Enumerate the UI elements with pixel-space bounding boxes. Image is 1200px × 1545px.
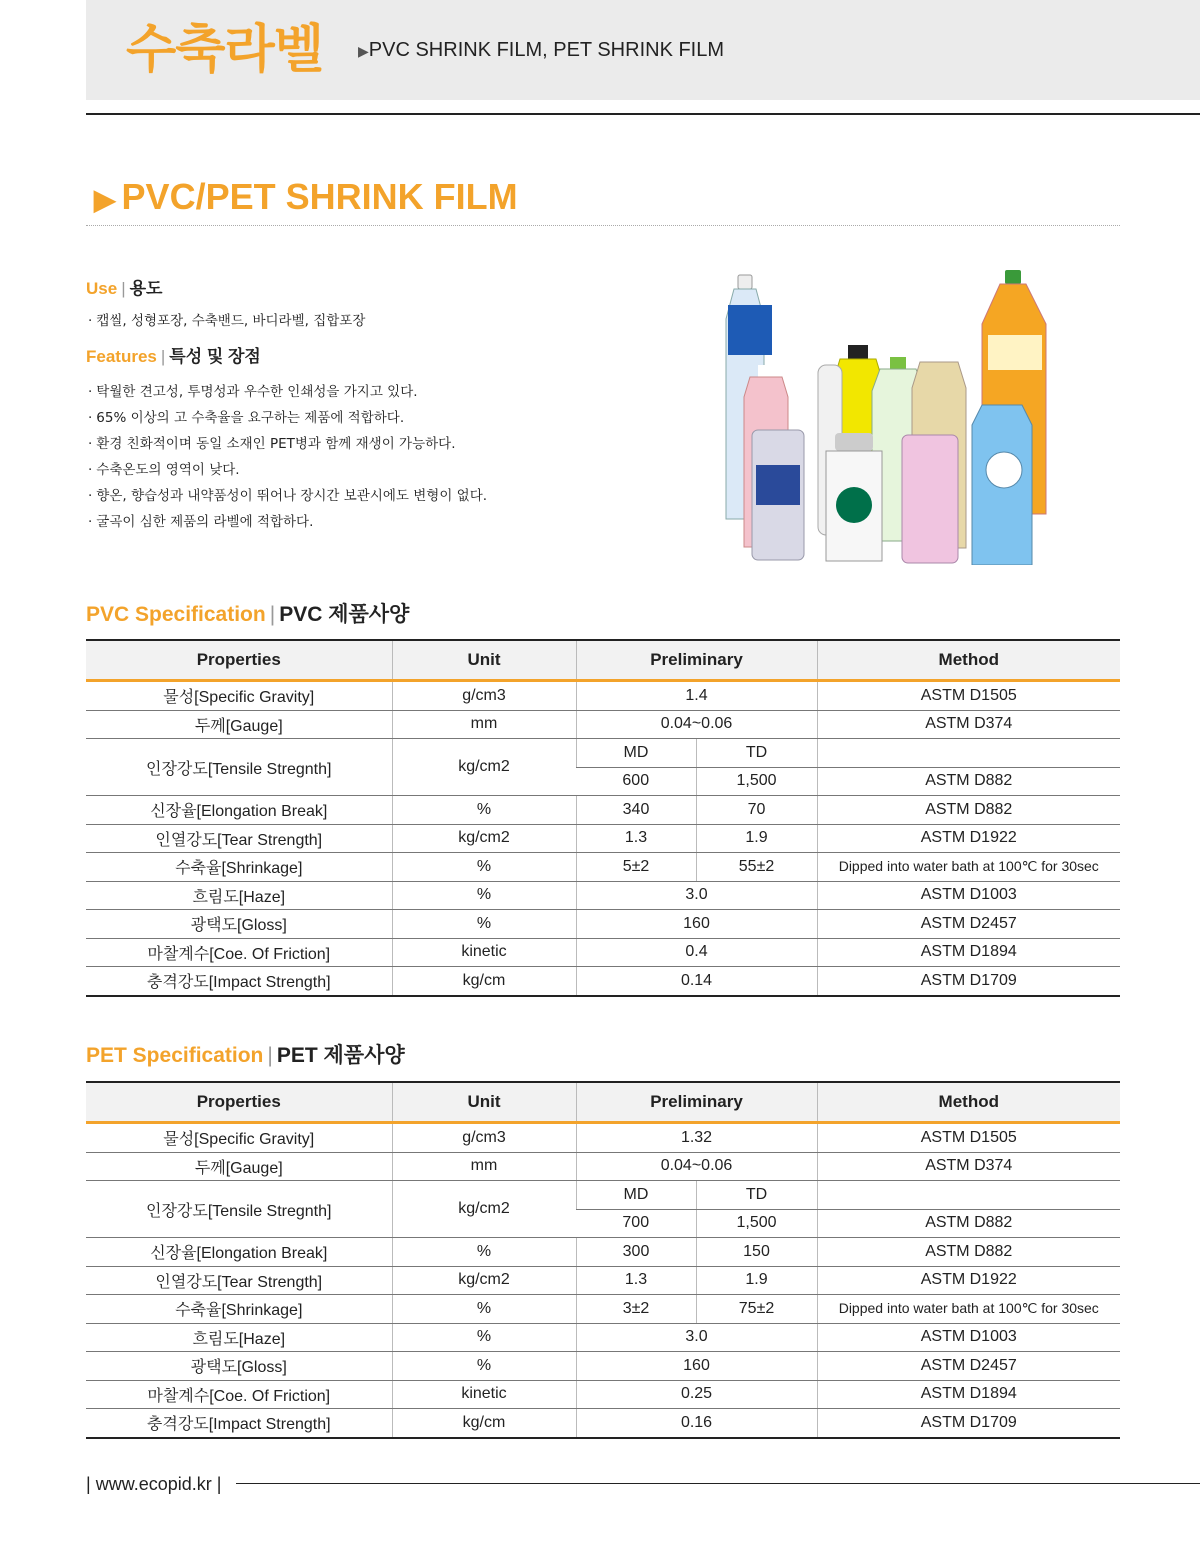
cell-unit: % (392, 1238, 576, 1267)
cell-md: 340 (576, 796, 696, 825)
triangle-bullet-icon: ▶ (94, 184, 116, 215)
cell-property: 수축율[Shrinkage] (86, 1295, 392, 1324)
header-divider (86, 113, 1200, 115)
table-row (86, 938, 1120, 967)
table-row (86, 1295, 1120, 1324)
page-subtitle (358, 36, 724, 65)
cell-method: ASTM D374 (817, 1152, 1120, 1181)
cell-md: 700 (576, 1209, 696, 1238)
cell-method: ASTM D882 (817, 767, 1120, 796)
page-subtitle-text: PVC SHRINK FILM, PET SHRINK FILM (368, 39, 725, 61)
pet-spec-table (86, 1081, 1120, 1439)
cell-unit: kg/cm2 (392, 739, 576, 796)
table-row (86, 1181, 1120, 1210)
cell-property: 신장율[Elongation Break] (86, 796, 392, 825)
cell-value: 3.0 (576, 1323, 817, 1352)
cell-md: 600 (576, 767, 696, 796)
triangle-bullet-icon: ▶ (358, 43, 369, 59)
table-row (86, 1323, 1120, 1352)
cell-property: 흐림도[Haze] (86, 881, 392, 910)
table-row (86, 1123, 1120, 1153)
cell-property: 두께[Gauge] (86, 1152, 392, 1181)
table-header-row (86, 640, 1120, 681)
cell-method: ASTM D1709 (817, 1409, 1120, 1438)
cell-property: 인장강도[Tensile Stregnth] (86, 739, 392, 796)
cell-property: 물성[Specific Gravity] (86, 1123, 392, 1153)
features-label (86, 345, 261, 369)
cell-unit: % (392, 853, 576, 882)
cell-unit: % (392, 1352, 576, 1381)
cell-value: 0.04~0.06 (576, 1152, 817, 1181)
use-label (86, 277, 162, 301)
cell-td: 1.9 (696, 1266, 817, 1295)
pvc-spec-title (86, 600, 409, 630)
cell-method: ASTM D1003 (817, 1323, 1120, 1352)
cell-method: ASTM D1894 (817, 1380, 1120, 1409)
table-row (86, 796, 1120, 825)
features-list (88, 379, 487, 535)
cell-method: ASTM D882 (817, 1238, 1120, 1267)
cell-method: ASTM D1922 (817, 1266, 1120, 1295)
use-label-ko: 용도 (129, 279, 163, 298)
cell-unit: kg/cm2 (392, 824, 576, 853)
col-header-method: Method (817, 640, 1120, 681)
cell-value: 3.0 (576, 881, 817, 910)
cell-md: 300 (576, 1238, 696, 1267)
col-header-unit: Unit (392, 1082, 576, 1123)
cell-method: ASTM D1003 (817, 881, 1120, 910)
cell-method-empty (817, 739, 1120, 768)
cell-method: Dipped into water bath at 100℃ for 30sec (817, 853, 1120, 882)
label-separator: | (269, 603, 276, 626)
table-row (86, 967, 1120, 996)
cell-value: 0.14 (576, 967, 817, 996)
table-row (86, 681, 1120, 711)
col-header-properties: Properties (86, 1082, 392, 1123)
cell-method: Dipped into water bath at 100℃ for 30sec (817, 1295, 1120, 1324)
footer (86, 1472, 221, 1496)
section-title (94, 172, 518, 225)
section-divider (86, 225, 1120, 226)
cell-method: ASTM D374 (817, 710, 1120, 739)
cell-md-label: MD (576, 1181, 696, 1210)
col-header-method: Method (817, 1082, 1120, 1123)
cell-value: 160 (576, 910, 817, 939)
cell-value: 0.4 (576, 938, 817, 967)
cell-property: 충격강도[Impact Strength] (86, 967, 392, 996)
cell-unit: kinetic (392, 938, 576, 967)
cell-method: ASTM D2457 (817, 1352, 1120, 1381)
cell-value: 160 (576, 1352, 817, 1381)
cell-unit: % (392, 1295, 576, 1324)
cell-property: 인열강도[Tear Strength] (86, 1266, 392, 1295)
table-row (86, 910, 1120, 939)
cell-property: 신장율[Elongation Break] (86, 1238, 392, 1267)
table-row (86, 739, 1120, 768)
table-row (86, 1238, 1120, 1267)
cell-value: 1.4 (576, 681, 817, 711)
cell-td: 55±2 (696, 853, 817, 882)
footer-divider (236, 1483, 1200, 1484)
cell-method: ASTM D1709 (817, 967, 1120, 996)
cell-td-label: TD (696, 1181, 817, 1210)
table-row (86, 853, 1120, 882)
page-title: 수축라벨 (126, 20, 323, 80)
cell-value: 1.32 (576, 1123, 817, 1153)
features-label-ko: 특성 및 장점 (169, 347, 261, 366)
cell-unit: kg/cm (392, 1409, 576, 1438)
table-header-row (86, 1082, 1120, 1123)
table-row (86, 1409, 1120, 1438)
cell-unit: % (392, 881, 576, 910)
cell-md-label: MD (576, 739, 696, 768)
cell-value: 0.04~0.06 (576, 710, 817, 739)
cell-unit: kg/cm (392, 967, 576, 996)
table-row (86, 1352, 1120, 1381)
cell-method: ASTM D1505 (817, 681, 1120, 711)
cell-td-label: TD (696, 739, 817, 768)
list-item: · 수축온도의 영역이 낮다. (88, 457, 487, 483)
cell-method: ASTM D1894 (817, 938, 1120, 967)
use-list (88, 308, 365, 334)
list-item: · 탁월한 견고성, 투명성과 우수한 인쇄성을 가지고 있다. (88, 379, 487, 405)
cell-unit: % (392, 910, 576, 939)
cell-td: 1,500 (696, 1209, 817, 1238)
cell-property: 광택도[Gloss] (86, 910, 392, 939)
cell-property: 충격강도[Impact Strength] (86, 1409, 392, 1438)
cell-method: ASTM D1505 (817, 1123, 1120, 1153)
col-header-unit: Unit (392, 640, 576, 681)
cell-method: ASTM D1922 (817, 824, 1120, 853)
product-bottles-image (720, 265, 1060, 565)
pvc-spec-table (86, 639, 1120, 997)
cell-property: 마찰계수[Coe. Of Friction] (86, 938, 392, 967)
list-item: · 환경 친화적이며 동일 소재인 PET병과 함께 재생이 가능하다. (88, 431, 487, 457)
cell-unit: kg/cm2 (392, 1266, 576, 1295)
cell-md: 5±2 (576, 853, 696, 882)
cell-td: 70 (696, 796, 817, 825)
cell-unit: % (392, 796, 576, 825)
cell-property: 흐림도[Haze] (86, 1323, 392, 1352)
label-separator: | (267, 1044, 273, 1067)
list-item: · 캡씰, 성형포장, 수축밴드, 바디라벨, 집합포장 (88, 308, 365, 334)
footer-bar: | (86, 1474, 91, 1494)
cell-property: 두께[Gauge] (86, 710, 392, 739)
cell-property: 광택도[Gloss] (86, 1352, 392, 1381)
col-header-properties: Properties (86, 640, 392, 681)
cell-td: 1.9 (696, 824, 817, 853)
pvc-spec-title-ko: PVC 제품사양 (279, 603, 410, 626)
cell-method: ASTM D882 (817, 796, 1120, 825)
cell-value: 0.16 (576, 1409, 817, 1438)
col-header-preliminary: Preliminary (576, 1082, 817, 1123)
features-label-en: Features (86, 347, 157, 366)
cell-td: 1,500 (696, 767, 817, 796)
pet-spec-title (86, 1041, 405, 1071)
cell-unit: % (392, 1323, 576, 1352)
cell-property: 마찰계수[Coe. Of Friction] (86, 1380, 392, 1409)
cell-property: 수축율[Shrinkage] (86, 853, 392, 882)
cell-unit: g/cm3 (392, 1123, 576, 1153)
list-item: · 굴곡이 심한 제품의 라벨에 적합하다. (88, 509, 487, 535)
pvc-spec-title-en: PVC Specification (86, 603, 266, 626)
table-row (86, 710, 1120, 739)
cell-unit: g/cm3 (392, 681, 576, 711)
list-item: · 65% 이상의 고 수축율을 요구하는 제품에 적합하다. (88, 405, 487, 431)
label-separator: | (121, 279, 126, 298)
list-item: · 향온, 향습성과 내약품성이 뛰어나 장시간 보관시에도 변형이 없다. (88, 483, 487, 509)
cell-md: 3±2 (576, 1295, 696, 1324)
footer-url[interactable]: www.ecopid.kr (95, 1474, 212, 1494)
table-row (86, 824, 1120, 853)
cell-property: 인열강도[Tear Strength] (86, 824, 392, 853)
cell-md: 1.3 (576, 824, 696, 853)
table-row (86, 1266, 1120, 1295)
table-row (86, 1380, 1120, 1409)
cell-unit: mm (392, 1152, 576, 1181)
cell-method: ASTM D882 (817, 1209, 1120, 1238)
pet-spec-title-en: PET Specification (86, 1044, 264, 1067)
cell-method-empty (817, 1181, 1120, 1210)
cell-md: 1.3 (576, 1266, 696, 1295)
cell-td: 75±2 (696, 1295, 817, 1324)
table-row (86, 1152, 1120, 1181)
cell-unit: kinetic (392, 1380, 576, 1409)
cell-property: 물성[Specific Gravity] (86, 681, 392, 711)
cell-unit: mm (392, 710, 576, 739)
cell-property: 인장강도[Tensile Stregnth] (86, 1181, 392, 1238)
label-separator: | (160, 347, 166, 366)
pet-spec-title-ko: PET 제품사양 (276, 1044, 405, 1067)
col-header-preliminary: Preliminary (576, 640, 817, 681)
section-title-text: PVC/PET SHRINK FILM (121, 176, 518, 217)
footer-bar: | (216, 1474, 222, 1494)
cell-td: 150 (696, 1238, 817, 1267)
cell-method: ASTM D2457 (817, 910, 1120, 939)
cell-value: 0.25 (576, 1380, 817, 1409)
table-row (86, 881, 1120, 910)
use-label-en: Use (86, 279, 118, 298)
cell-unit: kg/cm2 (392, 1181, 576, 1238)
